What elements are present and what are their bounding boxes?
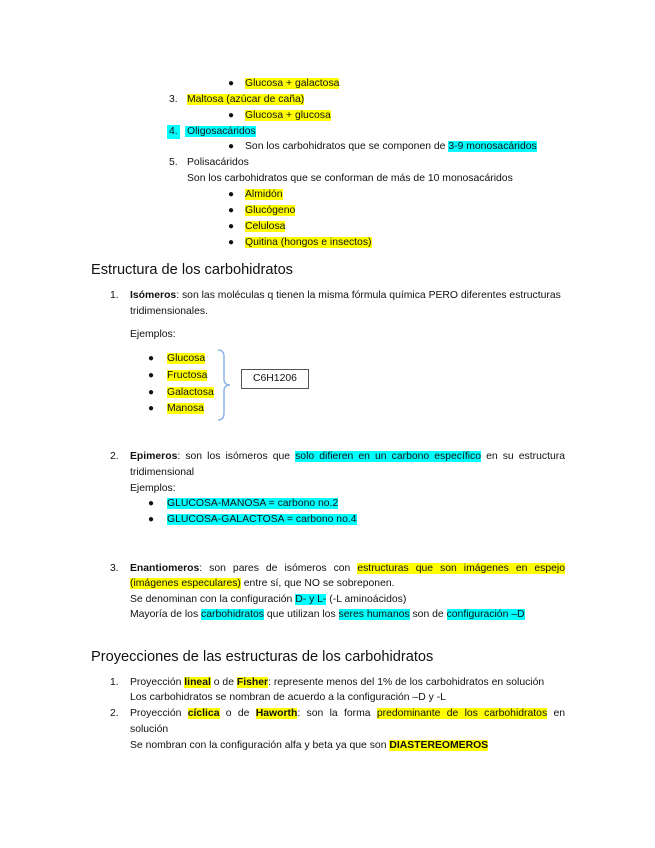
list-item-text: Oligosacáridos	[187, 126, 256, 137]
list-item	[187, 93, 304, 107]
body-text: (-L aminoácidos)	[326, 594, 407, 605]
list-item	[167, 369, 207, 383]
body-text: o de	[210, 677, 237, 688]
paragraph-text: solución	[130, 724, 169, 735]
highlight-text: cíclica	[187, 708, 220, 719]
bullet-icon: ●	[148, 514, 155, 525]
paragraph-text: Los carbohidratos se nombran de acuerdo a la configuración –D y -L	[130, 692, 446, 703]
body-text: : son pares de isómeros con	[199, 563, 358, 574]
body-text: Proyección	[130, 708, 188, 719]
list-item	[245, 77, 339, 91]
list-item-text: Glucosa + glucosa	[245, 110, 331, 121]
list-number: 2.	[110, 451, 119, 462]
highlight-text: Haworth	[255, 708, 298, 719]
body-text: en	[547, 708, 566, 719]
bullet-icon: ●	[228, 110, 235, 121]
bullet-icon: ●	[148, 353, 155, 364]
list-item	[245, 109, 331, 123]
body-text: entre sí, que NO se sobreponen.	[240, 578, 395, 589]
list-item-text: Manosa	[167, 403, 204, 414]
list-item-text: Glucosa + galactosa	[245, 78, 340, 89]
paragraph-text	[130, 577, 395, 591]
bullet-icon: ●	[228, 189, 235, 200]
body-text: o de	[219, 708, 256, 719]
paragraph-text: tridimensional	[130, 467, 195, 478]
highlight-text: carbohidratos	[201, 609, 265, 620]
section-heading: Proyecciones de las estructuras de los carbohidratos	[91, 649, 434, 665]
body-text: son de	[409, 609, 447, 620]
paragraph-text	[130, 562, 565, 576]
list-item-text: GLUCOSA-MANOSA = carbono no.2	[167, 498, 339, 509]
body-text: Proyección	[130, 677, 185, 688]
paragraph-text	[130, 739, 488, 753]
term-text: Epimeros	[130, 451, 178, 462]
examples-label: Ejemplos:	[130, 329, 176, 340]
list-item-text: Galactosa	[167, 387, 214, 398]
list-item-text: Glucosa	[167, 353, 206, 364]
highlight-text: seres humanos	[338, 609, 410, 620]
formula-box	[241, 369, 309, 389]
list-item	[167, 402, 204, 416]
bullet-icon: ●	[228, 78, 235, 89]
examples-label: Ejemplos:	[130, 483, 176, 494]
highlight-text: predominante de los carbohidratos	[376, 708, 548, 719]
bullet-icon: ●	[148, 403, 155, 414]
list-item	[245, 220, 285, 234]
body-text: : son las moléculas q tienen la misma fórmula química PERO diferentes estructuras	[176, 290, 561, 301]
list-number: 1.	[110, 290, 119, 301]
highlight-text: solo difieren en un carbono específico	[295, 451, 482, 462]
highlight-text: DIASTEREOMEROS	[389, 740, 489, 751]
list-item	[167, 513, 357, 527]
highlight-text: 3-9 monosacáridos	[448, 141, 537, 152]
highlight-text: Fisher	[236, 677, 269, 688]
list-item: Polisacáridos	[187, 157, 249, 168]
body-text: Se nombran con la configuración alfa y beta ya que son	[130, 740, 390, 751]
paragraph-text	[130, 707, 565, 721]
bullet-icon: ●	[148, 498, 155, 509]
paragraph-text	[130, 593, 406, 607]
body-text: Se denominan con la configuración	[130, 594, 296, 605]
paragraph-text: Son los carbohidratos que se conforman de más de 10 monosacáridos	[187, 173, 513, 184]
list-item	[245, 188, 283, 202]
list-item	[245, 204, 295, 218]
body-text: : represente menos del 1% de los carbohidratos en solución	[268, 677, 545, 688]
paragraph-text	[130, 289, 565, 303]
paragraph-text	[130, 608, 525, 622]
highlight-text: lineal	[184, 677, 211, 688]
term-text: Enantiomeros	[130, 563, 200, 574]
bullet-icon: ●	[228, 221, 235, 232]
list-item-text: Fructosa	[167, 370, 208, 381]
list-number: 3.	[110, 563, 119, 574]
list-item-text: Glucógeno	[245, 205, 296, 216]
paragraph-text: tridimensionales.	[130, 306, 208, 317]
list-item	[245, 236, 372, 250]
bullet-icon: ●	[228, 237, 235, 248]
term-text: Isómeros	[130, 290, 177, 301]
list-item-text: GLUCOSA-GALACTOSA = carbono no.4	[167, 514, 357, 525]
body-text: en su estructura	[481, 451, 565, 462]
list-number: 5.	[169, 157, 178, 168]
highlight-text: (imágenes especulares)	[130, 578, 241, 589]
list-number: 4.	[169, 126, 178, 137]
section-heading: Estructura de los carbohidratos	[91, 262, 293, 278]
body-text: que utilizan los	[264, 609, 339, 620]
list-item-text: Maltosa (azúcar de caña)	[187, 94, 305, 105]
list-item-text: Celulosa	[245, 221, 286, 232]
list-item	[167, 386, 214, 400]
highlight-text: configuración –D	[446, 609, 525, 620]
list-number: 2.	[110, 708, 119, 719]
highlight-text: D- y L-	[295, 594, 327, 605]
list-item	[167, 497, 338, 511]
list-item	[245, 140, 537, 154]
list-number: 1.	[110, 677, 119, 688]
list-item-text: Quitina (hongos e insectos)	[245, 237, 372, 248]
paragraph-text	[130, 676, 544, 690]
body-text: : son los isómeros que	[177, 451, 296, 462]
curly-brace-icon	[216, 349, 236, 421]
highlight-text: estructuras que son imágenes en espejo	[357, 563, 565, 574]
body-text: : son la forma	[297, 708, 377, 719]
bullet-icon: ●	[148, 387, 155, 398]
list-item	[185, 125, 256, 139]
list-item-text: Son los carbohidratos que se componen de	[245, 141, 449, 152]
bullet-icon: ●	[228, 141, 235, 152]
bullet-icon: ●	[148, 370, 155, 381]
paragraph-text	[130, 450, 565, 464]
list-number: 3.	[169, 94, 178, 105]
bullet-icon: ●	[228, 205, 235, 216]
formula-text: C6H1206	[253, 373, 297, 384]
list-item-text: Almidón	[245, 189, 283, 200]
body-text: Mayoría de los	[130, 609, 202, 620]
list-item	[167, 352, 205, 366]
